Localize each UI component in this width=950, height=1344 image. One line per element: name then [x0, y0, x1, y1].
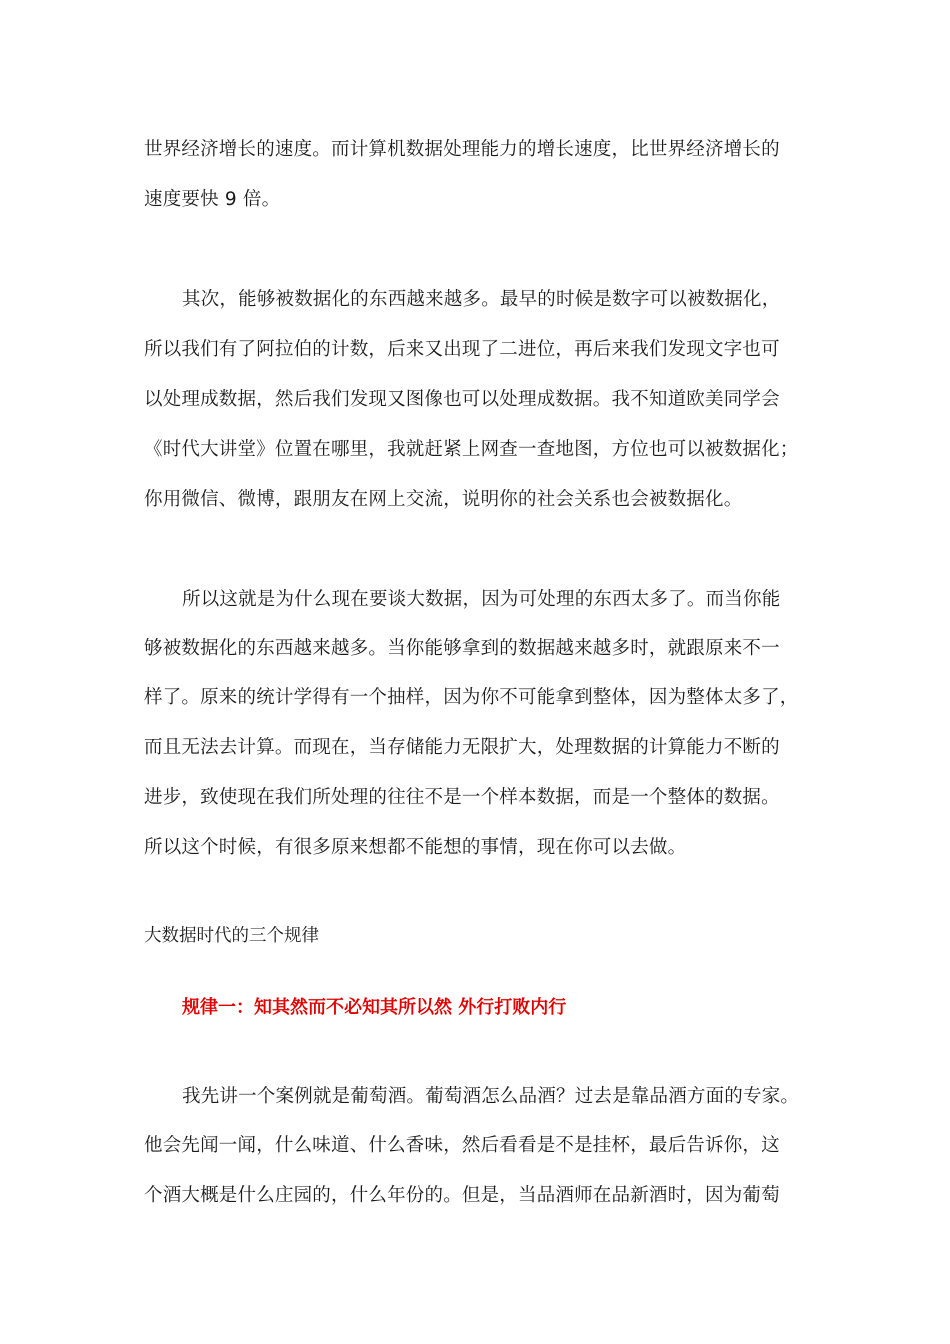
paragraph-4-line-2: 他会先闻一闻，什么味道、什么香味，然后看看是不是挂杯，最后告诉你，这: [144, 1135, 780, 1156]
section-heading: 大数据时代的三个规律: [144, 926, 319, 946]
paragraph-3-line-3: 样了。原来的统计学得有一个抽样，因为你不可能拿到整体，因为整体太多了，: [144, 687, 799, 708]
paragraph-1-line-1: 世界经济增长的速度。而计算机数据处理能力的增长速度，比世界经济增长的: [144, 139, 780, 160]
paragraph-2-line-5: 你用微信、微博，跟朋友在网上交流，说明你的社会关系也会被数据化。: [144, 489, 743, 510]
paragraph-2-line-2: 所以我们有了阿拉伯的计数，后来又出现了二进位，再后来我们发现文字也可: [144, 339, 780, 360]
paragraph-2-line-1: 其次，能够被数据化的东西越来越多。最早的时候是数字可以被数据化，: [182, 289, 781, 310]
rule-one-heading: 规律一：知其然而不必知其所以然 外行打败内行: [182, 997, 567, 1018]
paragraph-3-line-6: 所以这个时候，有很多原来想都不能想的事情，现在你可以去做。: [144, 837, 687, 858]
paragraph-4-line-3: 个酒大概是什么庄园的，什么年份的。但是，当品酒师在品新酒时，因为葡萄: [144, 1185, 780, 1206]
paragraph-3-line-4: 而且无法去计算。而现在，当存储能力无限扩大，处理数据的计算能力不断的: [144, 737, 780, 758]
paragraph-3-line-1: 所以这就是为什么现在要谈大数据，因为可处理的东西太多了。而当你能: [182, 589, 781, 610]
paragraph-2-line-3: 以处理成数据，然后我们发现又图像也可以处理成数据。我不知道欧美同学会: [144, 389, 780, 410]
paragraph-3-line-2: 够被数据化的东西越来越多。当你能够拿到的数据越来越多时，就跟原来不一: [144, 638, 780, 659]
paragraph-3-line-5: 进步，致使现在我们所处理的往往不是一个样本数据，而是一个整体的数据。: [144, 787, 780, 808]
paragraph-1-line-2: 速度要快 9 倍。: [144, 189, 281, 210]
paragraph-4-line-1: 我先讲一个案例就是葡萄酒。葡萄酒怎么品酒？过去是靠品酒方面的专家。: [182, 1086, 800, 1107]
paragraph-2-line-4: 《时代大讲堂》位置在哪里，我就赶紧上网查一查地图，方位也可以被数据化；: [144, 439, 799, 460]
